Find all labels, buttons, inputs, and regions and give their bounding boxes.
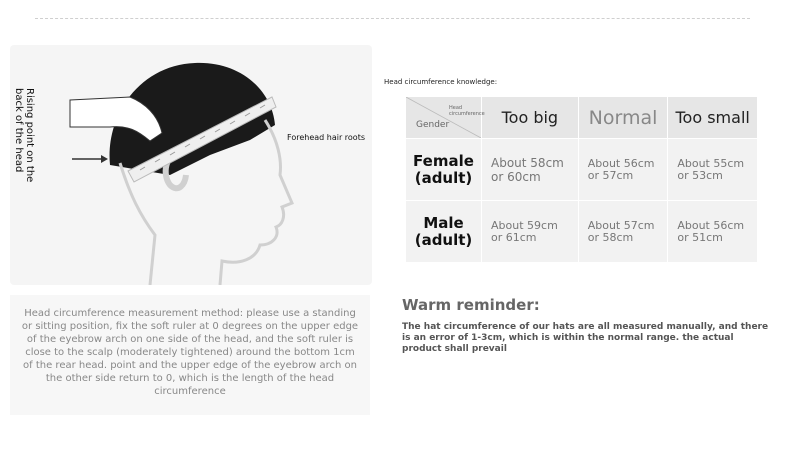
cell-line1: About 56cm [677,218,745,232]
table-corner-cell [406,97,485,139]
pointer-arrow-head [101,155,108,163]
row-header-male [406,201,482,263]
table-header-row [406,97,758,139]
neck-outline [120,163,155,285]
cell-male-too-big [482,201,579,263]
cell-line2: or 57cm [587,168,634,182]
cell-line1: About 56cm [587,156,655,170]
row-header-line2: (adult) [414,168,473,187]
head-measurement-illustration [10,45,372,285]
cell-line2: or 60cm [491,169,541,184]
cell-female-normal [578,139,668,201]
corner-bottom-label: Gender [416,120,450,130]
back-of-head-label [13,88,55,188]
measurement-method-text: Head circumference measurement method: please use a standing or sitting position, fix the soft ruler at 0 degrees on the upper edge of the eyebrow arch on one side of the head, and the soft ruler is close to the scalp (moderately tightened) around the bottom 1cm of the rear head. point and the upper edge of the eyebrow arch on the other side return to 0, which is the length of the head circumference [21,308,359,397]
cell-female-too-big [482,139,579,201]
cell-line2: or 61cm [491,230,537,244]
warm-reminder-text: The hat circumference of our hats are all measured manually, and there is an error of 1-3cm, which is within the normal range. the actual product shall prevail [402,322,769,354]
column-header-too-small: Too small [668,97,758,139]
cell-line2: or 53cm [677,168,723,182]
corner-top-label: Head circumference [449,105,485,117]
cell-line1: About 57cm [587,218,655,232]
column-header-too-big: Too big [482,97,579,139]
top-divider [35,18,750,19]
row-header-line1: Male [423,213,464,232]
back-of-head-label-text: Rising point on the back of the head [13,88,35,183]
cell-male-too-small [668,201,758,263]
row-header-line2: (adult) [414,230,473,249]
table-row-female [406,139,758,201]
measurement-method-panel [10,295,370,415]
warm-reminder-title: Warm reminder: [402,296,540,314]
knowledge-title: Head circumference knowledge: [384,78,498,86]
forehead-label: Forehead hair roots [287,133,365,142]
table-row-male [406,201,758,263]
cell-female-too-small [668,139,758,201]
row-header-line1: Female [413,151,474,170]
corner-diagonal [406,97,481,138]
cell-line1: About 55cm [677,156,745,170]
head-diagram [10,45,372,285]
cell-line2: or 58cm [587,230,634,244]
cell-male-normal [578,201,668,263]
cell-line1: About 58cm [491,155,564,170]
column-header-normal: Normal [578,97,668,139]
row-header-female [406,139,482,201]
cell-line2: or 51cm [677,230,723,244]
size-table [405,96,758,263]
cell-line1: About 59cm [491,218,558,232]
